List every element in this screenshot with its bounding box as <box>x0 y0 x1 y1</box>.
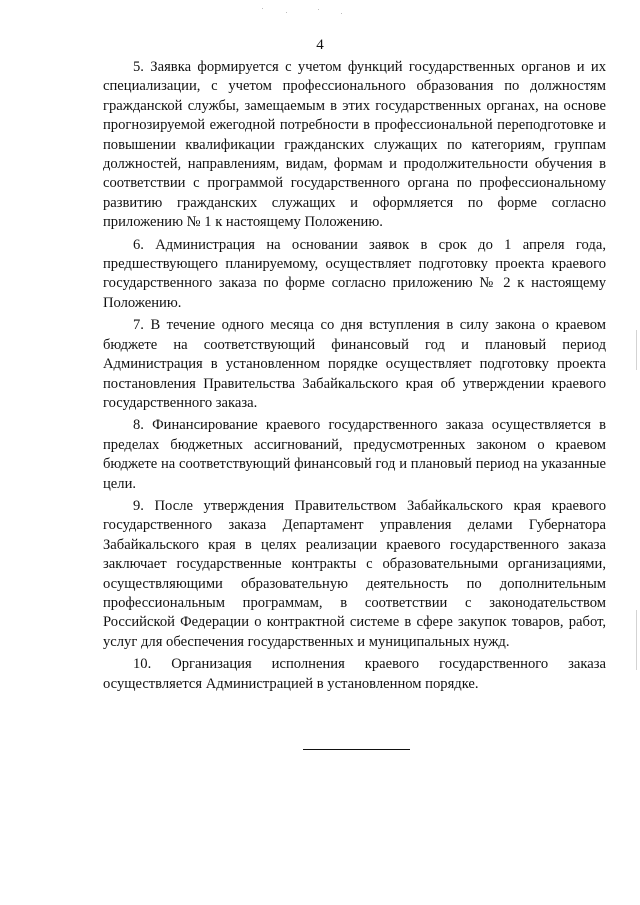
paragraph-8: 8. Финансирование краевого государственного заказа осуществляется в пределах бюджетных ассигнований, предусмотренных законом о краевом бюджете на соответствующий финансовый год и плановый период на указанные цели. <box>103 417 606 492</box>
page-number: 4 <box>316 37 324 53</box>
paragraph-10: 10. Организация исполнения краевого государственного заказа осуществляется Администрацией в установленном порядке. <box>103 656 606 692</box>
scan-speck <box>262 8 263 9</box>
scan-edge-mark <box>636 610 637 670</box>
paragraph-6: 6. Администрация на основании заявок в срок до 1 апреля года, предшествующего планируемому, осуществляет подготовку проекта краевого государственного заказа по форме согласно приложению № 2 к настоящему Положению. <box>103 236 606 311</box>
paragraph-7: 7. В течение одного месяца со дня вступления в силу закона о краевом бюджете на соответствующий финансовый год и плановый период Администрация в установленном порядке осуществляет подготовку проекта постановления Правительства Забайкальского края об утверждении краевого государственного заказа. <box>103 317 606 411</box>
scan-speck <box>341 13 342 14</box>
end-separator-line <box>303 749 410 750</box>
paragraph-5: 5. Заявка формируется с учетом функций государственных органов и их специализации, с учетом профессионального образования по должностям гражданской службы, замещаемым в этих государственных органах, на основе прогнозируемой ежегодной потребности в профессиональной переподготовке и повышении квалификации гражданских служащих по категориям, группам должностей, направлениям, видам, формам и продолжительности обучения в соответствии с программой государственного органа по профессиональному развитию гражданских служащих и оформляется по форме согласно приложению № 1 к настоящему Положению. <box>103 59 606 231</box>
paragraph-9: 9. После утверждения Правительством Забайкальского края краевого государственного заказа Департамент управления делами Губернатора Забайкальского края в целях реализации краевого государственного заказа заключает государственные контракты с образовательными организациями, осуществляющими образовательную деятельность по дополнительным профессиональным программам, в соответствии с законодательством Российской Федерации о контрактной системе в сфере закупок товаров, работ, услуг для обеспечения государственных и муниципальных нужд. <box>103 497 606 650</box>
scan-edge-mark <box>636 330 637 370</box>
scan-speck <box>286 12 287 13</box>
scan-speck <box>318 9 319 10</box>
document-body <box>103 58 606 694</box>
